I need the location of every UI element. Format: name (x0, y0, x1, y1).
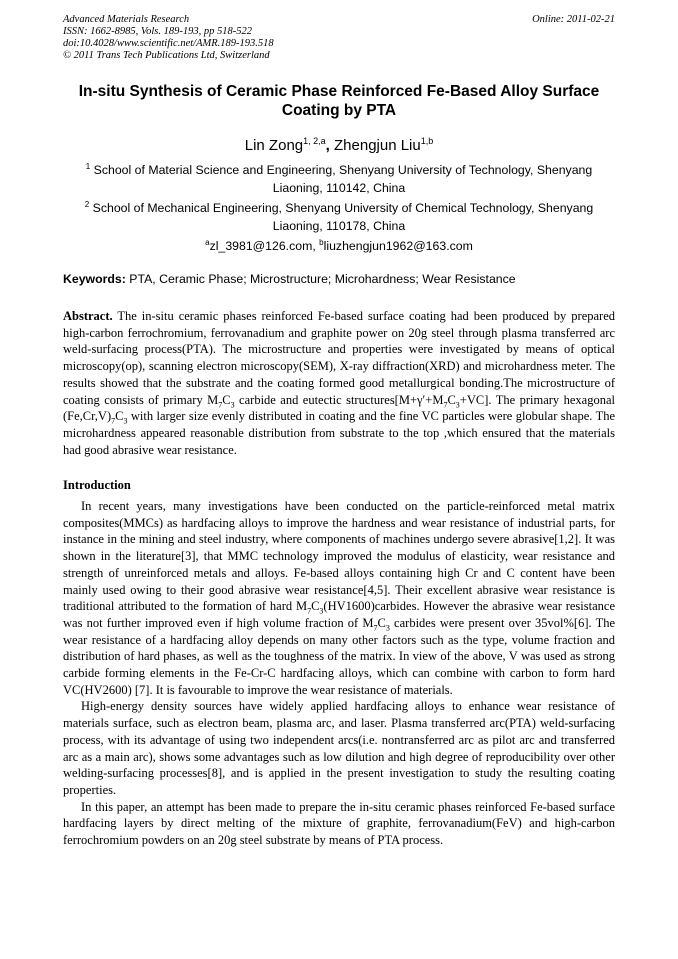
abstract-text: C (222, 392, 231, 407)
subscript: 3 (230, 400, 235, 410)
author-name: Zhengjun Liu (334, 137, 421, 154)
keywords (63, 271, 615, 288)
affiliation-number: 1 (85, 162, 91, 171)
author-affil-marker: 1, 2,a (303, 136, 326, 146)
subscript: 3 (123, 416, 128, 426)
author-list: Lin Zong$^{1, 2,a}$, Zhengjun Liu$^{1,b}$ (244, 136, 434, 154)
abstract-text: +VC]. The primary hexagonal (Fe,Cr,V) (63, 392, 615, 424)
abstract (63, 308, 615, 458)
online-date: Online: 2011-02-21 (532, 14, 615, 25)
email-address: liuzhengjun1962@163.com (323, 239, 473, 254)
subscript: 3 (319, 606, 324, 616)
journal-issn: ISSN: 1662-8985, Vols. 189-193, pp 518-522 (63, 26, 252, 37)
paper-title: In-situ Synthesis of Ceramic Phase Reinforced Fe-Based Alloy Surface Coating by PTA (78, 83, 600, 119)
abstract-text: C (447, 392, 456, 407)
keywords-text: PTA, Ceramic Phase; Microstructure; Microhardness; Wear Resistance (129, 272, 516, 286)
abstract-text: carbide and eutectic structures[M+γ′+M (234, 392, 444, 407)
introduction-body (63, 498, 615, 849)
abstract-label: Abstract. (63, 309, 113, 323)
section-heading-introduction: Introduction (63, 478, 131, 492)
journal-name: Advanced Materials Research (63, 14, 190, 25)
affiliation-number: 2 (84, 200, 90, 209)
subscript: 7 (373, 623, 378, 633)
subscript: 3 (385, 623, 390, 633)
abstract-text: The in-situ ceramic phases reinforced Fe-based surface coating had been produced by prepared high-carbon ferrochromium, ferrovanadium and graphite power on 20g steel through plasma transferred arc weld-surfacing process(PTA). The microstructure and properties were investigated by means of optical microscopy(op), scanning electron microscopy(SEM), X-ray diffraction(XRD) and microhardness meter. The results showed that the substrate and the coating formed good metallurgical bonding.The microstructure of coating consists of primary M (63, 309, 615, 407)
subscript: 7 (111, 416, 116, 426)
keywords-label: Keywords: (63, 272, 126, 286)
email-marker: b (319, 238, 324, 247)
email-address: zl_3981@126.com (209, 239, 313, 254)
paragraph: In this paper, an attempt has been made to prepare the in-situ ceramic phases reinforced Fe-based surface hardfacing layers by direct melting of the mixture of graphite, ferrovanadium(FeV) and high-carbon ferrochromium powders on an 20g steel substrate by means of PTA process. (63, 799, 615, 848)
journal-copyright: © 2011 Trans Tech Publications Ltd, Switzerland (63, 50, 270, 61)
paragraph-text: (HV1600)carbides. However the abrasive wear resistance was not further improved even if high volume fraction of M (63, 599, 615, 630)
author-affil-marker: 1,b (420, 136, 434, 146)
paragraph-text: carbides were present over 35vol%[6]. The wear resistance of a hardfacing alloy depends on many other factors such as the type, volume fraction and distribution of hard phases, as well as the toughness of the matrix. In view of the above, V was used as strong carbide forming elements in the Fe-Cr-C hardfacing alloys, which can combine with carbon to form hard VC(HV2600) [7]. It is favourable to improve the wear resistance of materials. (63, 615, 616, 697)
paragraph-text: C (311, 599, 320, 614)
journal-header (63, 14, 615, 62)
abstract-text: with larger size evenly distributed in coating and the fine VC particles were globular shape. The microhardness appeared reasonable distribution from substrate to the top ,which ensured that the materials had good abrasive wear resistance. (63, 409, 615, 457)
email-line: $^a$zl_3981@126.com, $^b$liuzhengjun1962@163.com (205, 238, 473, 254)
author-name: Lin Zong (244, 137, 304, 154)
subscript: 7 (218, 400, 223, 410)
paragraph (63, 498, 615, 698)
paragraph-text: C (377, 615, 386, 630)
subscript: 3 (455, 400, 460, 410)
journal-doi: doi:10.4028/www.scientific.net/AMR.189-193.518 (63, 38, 274, 49)
paragraph-text: In recent years, many investigations have been conducted on the particle-reinforced metal matrix composites(MMCs) as hardfacing alloys to improve the hardness and wear resistance of industrial parts, for instance in the mining and steel industry, where components of machines undergo severe abrasive[1,2]. It was shown in the literature[3], that MMC technology improved the modulus of elasticity, wear resistance and strength of unreinforced metals and alloys. Fe-based alloys containing high Cr and C content have been mainly used owing to their good abrasive wear resistance[4,5]. Their excellent abrasive wear resistance is traditional attributed to the formation of hard M (63, 499, 615, 614)
paragraph: High-energy density sources have widely applied hardfacing alloys to enhance wear resistance of materials surface, such as electron beam, plasma arc, and laser. Plasma transferred arc(PTA) weld-surfacing process, with its advantage of using two independent arcs(i.e. nontransferred arc as pilot arc and transferred arc as a main arc), shows some advantages such as low dilution and high degree of reproducibility over other welding-surfacing processes[8], and is applied in the present investigation to study the resulting coating properties. (63, 699, 615, 797)
subscript: 7 (443, 400, 448, 410)
affiliation-text: School of Material Science and Engineering, Shenyang University of Technology, Shenyang Liaoning, 110142, China (93, 163, 593, 195)
affiliation-1 (78, 158, 600, 197)
email-marker: a (205, 238, 210, 247)
affiliation-2 (78, 196, 600, 235)
subscript: 7 (307, 606, 312, 616)
abstract-text: C (115, 409, 124, 424)
affiliation-text: School of Mechanical Engineering, Shenyang University of Chemical Technology, Shenyang Liaoning, 110178, China (92, 201, 594, 233)
